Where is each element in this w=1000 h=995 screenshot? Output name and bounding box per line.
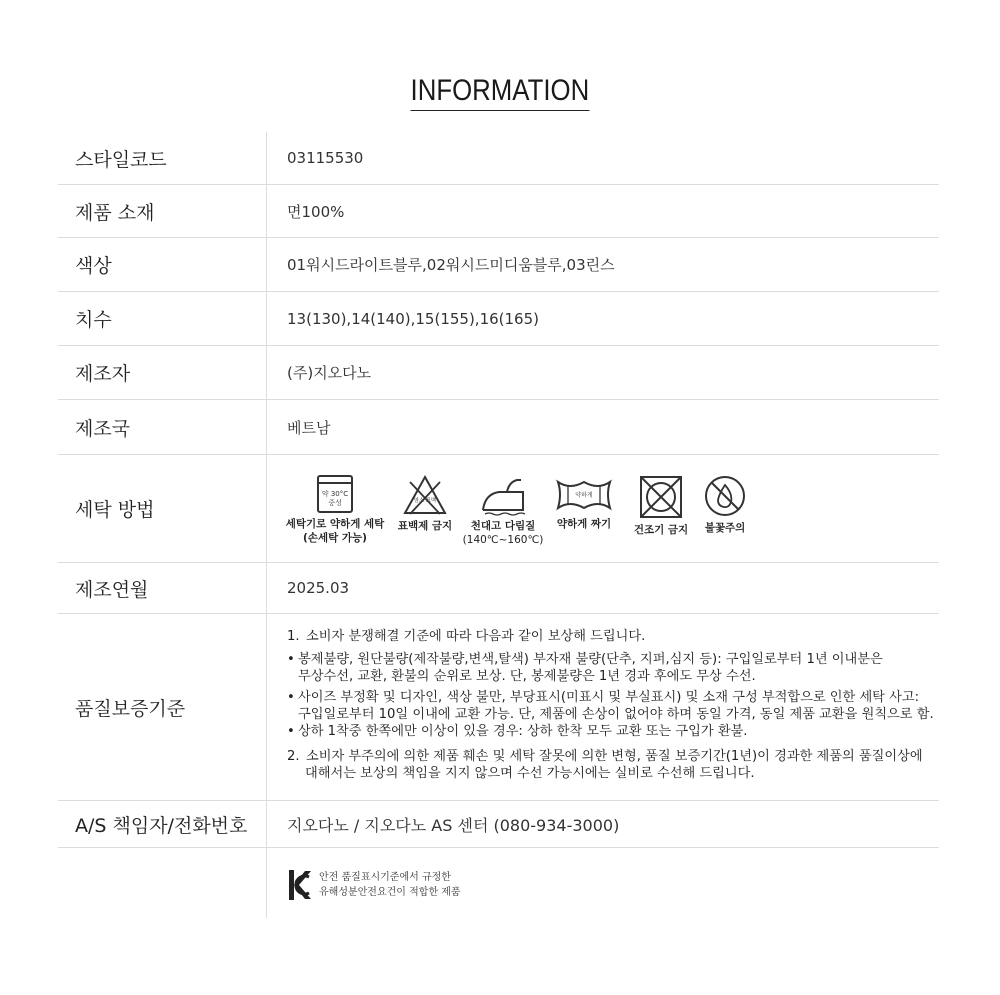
kc-text: 안전 품질표시기준에서 규정한 유해성분안전요건이 적합한 제품 bbox=[319, 872, 461, 898]
no-tumble-dry-icon bbox=[638, 474, 684, 520]
wring-icon bbox=[554, 474, 614, 514]
wash-item bbox=[627, 474, 695, 537]
wash-caption: 세탁기로 약하게 세탁 (손세탁 가능) bbox=[285, 518, 385, 544]
row-label: 제조연월 bbox=[58, 563, 267, 613]
quality-bullet-2: • 사이즈 부정확 및 디자인, 색상 불만, 부당표시(미표시 및 부실표시) 및 소재 구성 부적합으로 인한 세탁 사고: bbox=[287, 690, 920, 705]
svg-text:약 30°C: 약 30°C bbox=[321, 490, 349, 498]
row-washing bbox=[58, 455, 939, 563]
row-value: 지오다노 / 지오다노 AS 센터 (080-934-3000) bbox=[287, 815, 620, 835]
row-value: 2025.03 bbox=[287, 579, 350, 597]
svg-text:중성: 중성 bbox=[328, 499, 342, 507]
washing-icons bbox=[267, 455, 939, 562]
row-kc bbox=[58, 848, 939, 918]
wash-caption: 천대고 다림질 (140℃~160℃) bbox=[462, 520, 544, 546]
wash-item bbox=[547, 474, 621, 531]
row-quality bbox=[58, 614, 939, 801]
row-style-code bbox=[58, 132, 939, 185]
row-material bbox=[58, 185, 939, 238]
row-label: 세탁 방법 bbox=[58, 455, 267, 562]
iron-icon bbox=[479, 474, 527, 516]
row-value: 면100% bbox=[287, 202, 345, 221]
quality-bullet-3: • 상하 1착중 한쪽에만 이상이 있을 경우: 상하 한착 모두 교환 또는 구입가 환불. bbox=[287, 724, 748, 739]
row-label: A/S 책임자/전화번호 bbox=[58, 801, 267, 847]
row-label-empty bbox=[58, 848, 267, 918]
row-maker bbox=[58, 346, 939, 400]
row-value: 03115530 bbox=[287, 149, 364, 167]
row-value: 베트남 bbox=[287, 418, 331, 437]
quality-item-1: 1. 소비자 분쟁해결 기준에 따라 다음과 같이 보상해 드립니다. bbox=[287, 629, 646, 644]
row-label: 치수 bbox=[58, 292, 267, 345]
info-table bbox=[58, 132, 939, 918]
wash-item bbox=[393, 474, 457, 533]
row-country bbox=[58, 400, 939, 455]
row-value: 13(130),14(140),15(155),16(165) bbox=[287, 309, 539, 328]
wash-caption: 약하게 짜기 bbox=[556, 518, 612, 530]
row-date bbox=[58, 563, 939, 614]
quality-bullet-1: • 봉제불량, 원단불량(제작불량,변색,탈색) 부자재 불량(단추, 지퍼,심지 등): 구입일로부터 1년 이내분은 무상수선, 교환, 환불의 순위로 보상. 단, 봉제불량은 1년 경과 후에도 무상 수선. bbox=[287, 652, 883, 684]
page-title: INFORMATION bbox=[411, 74, 590, 111]
svg-text:약하게: 약하게 bbox=[575, 492, 593, 499]
no-flame-icon bbox=[703, 474, 747, 518]
page-title-wrap bbox=[0, 74, 1000, 111]
quality-item-2: 2. 소비자 부주의에 의한 제품 훼손 및 세탁 잘못에 의한 변형, 품질 보증기간(1년)이 경과한 제품의 품질이상에 bbox=[287, 749, 923, 764]
row-size bbox=[58, 292, 939, 346]
no-bleach-icon bbox=[402, 474, 448, 516]
wash-caption: 건조기 금지 bbox=[633, 524, 689, 536]
row-label: 제조자 bbox=[58, 346, 267, 399]
wash-item bbox=[285, 474, 385, 545]
row-label: 색상 bbox=[58, 238, 267, 291]
row-label: 스타일코드 bbox=[58, 132, 267, 184]
wash-caption: 불꽃주의 bbox=[704, 522, 746, 534]
row-as bbox=[58, 801, 939, 848]
svg-text:염소: 염소 bbox=[413, 498, 425, 504]
row-color bbox=[58, 238, 939, 292]
wash-tub-icon bbox=[315, 474, 355, 514]
wash-item bbox=[463, 474, 543, 547]
row-value: (주)지오다노 bbox=[287, 364, 372, 382]
quality-bullet-2-cont: 구입일로부터 10일 이내에 교환 가능. 단, 제품에 손상이 없어야 하며 동일 가격, 동일 제품 교환을 원칙으로 함. bbox=[298, 707, 934, 722]
quality-item-2-cont: 대해서는 보상의 책임을 지지 않으며 수선 가능시에는 실비로 수선해 드립니다. bbox=[305, 766, 755, 781]
quality-text bbox=[267, 614, 939, 800]
row-value: 01워시드라이트블루,02워시드미디움블루,03린스 bbox=[287, 256, 615, 274]
row-label: 제품 소재 bbox=[58, 185, 267, 237]
wash-caption: 표백제 금지 bbox=[397, 520, 453, 532]
kc-certification-icon bbox=[287, 867, 313, 903]
wash-item bbox=[695, 474, 755, 535]
svg-text:표백: 표백 bbox=[425, 498, 437, 504]
row-label: 제조국 bbox=[58, 400, 267, 454]
row-label: 품질보증기준 bbox=[58, 614, 267, 800]
kc-mark bbox=[267, 848, 939, 918]
